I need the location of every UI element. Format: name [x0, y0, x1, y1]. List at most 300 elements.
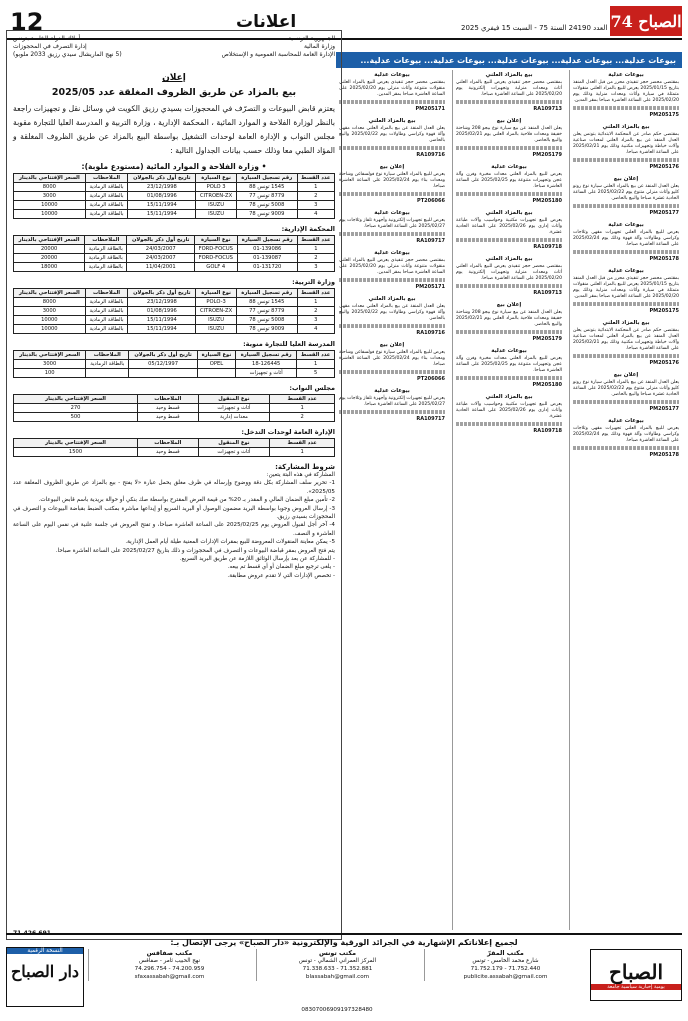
table-row — [14, 325, 335, 334]
table-cell: بالطاقة الرمادية — [85, 263, 127, 272]
table-cell: بالطاقة الرمادية — [85, 316, 128, 325]
table-cell: ISUZU — [196, 201, 236, 210]
column-header: الملاحظات — [85, 174, 128, 183]
office-name: مكتب صفاقس — [146, 949, 193, 957]
table-cell: 100 — [14, 369, 86, 378]
table-cell: FORD-FOCUS — [195, 254, 237, 263]
table-cell: قسط وحيد — [138, 413, 199, 422]
table-cell: 5 — [297, 369, 335, 378]
ad-text-filler — [339, 410, 445, 414]
column-header: الملاحظات — [138, 439, 199, 448]
table-cell: 500 — [14, 413, 138, 422]
table-cell: 8779 تونس 77 — [236, 307, 297, 316]
table-cell: OPEL — [197, 360, 235, 369]
table-cell: أثاث و تجهيزات — [198, 404, 270, 413]
ad-text-filler — [339, 324, 445, 328]
column-header: الملاحظات — [85, 236, 127, 245]
classified-ad — [573, 320, 679, 366]
office-phone: 74.296.754 - 74.200.959 — [134, 966, 205, 972]
table-cell: بالطاقة الرمادية — [85, 245, 127, 254]
office-phone: 71.338.633 - 71.352.881 — [302, 966, 373, 972]
table-row — [14, 307, 335, 316]
dept-intervention-units: الإدارة العامة لوحدات التدخل: — [241, 428, 335, 436]
table-row — [14, 245, 335, 254]
ad-reference: PM205171 — [415, 284, 445, 290]
condition-item: 5- يمكن معاينة المنقولات المعروضة للبيع بمقرات الإدارات المعنية طيلة أيام العمل الإدارية. — [125, 539, 335, 546]
table-cell: بالطاقة الرمادية — [85, 254, 127, 263]
table-cell: بالطاقة الرمادية — [85, 298, 128, 307]
office-name: مكتب تونس — [318, 949, 357, 957]
table-cell: 1 — [297, 360, 335, 369]
table-cell: 01/08/1996 — [128, 307, 196, 316]
table-row — [14, 192, 335, 201]
dept-education: وزارة التربية: — [292, 278, 335, 286]
column-header: نوع المنقول — [198, 395, 270, 404]
table-header-row — [14, 236, 335, 245]
table-row — [14, 254, 335, 263]
ad-text-filler — [339, 232, 445, 236]
table-cell: 15/11/1994 — [128, 201, 196, 210]
issue-info: العدد 24190 السنة 75 - السبت 15 فيفري 2025 — [461, 24, 608, 32]
ad-reference: PT206066 — [417, 376, 445, 382]
ad-reference: PM205175 — [649, 308, 679, 314]
classified-ad — [339, 388, 445, 422]
column-header: نوع السيارة — [196, 174, 236, 183]
conditions-title: شروط المشاركة: — [275, 463, 335, 471]
table-cell: 20000 — [14, 245, 85, 254]
table-header-row — [14, 351, 335, 360]
announcement-ref: 71.426.691 — [13, 930, 51, 937]
table-row — [14, 360, 335, 369]
table-cell: 24/03/2007 — [127, 245, 195, 254]
table-cell: 01-139086 — [237, 245, 297, 254]
note-item: - يلغى ترجيع مبلغ الضمان أو أي قسط تم بيعه. — [227, 564, 335, 571]
classified-ad — [339, 296, 445, 336]
judicial-sales-ribbon: بيوعات عدلية... بيوعات عدلية... بيوعات عدلية... بيوعات عدلية... بيوعات عدلية... — [336, 52, 682, 68]
table-header-row — [14, 439, 335, 448]
newspaper-logo: الصباح 74 — [610, 6, 682, 36]
classified-ad — [456, 210, 562, 250]
table-cell: 2 — [270, 413, 335, 422]
table-cell: CITROEN-ZX — [196, 192, 236, 201]
page-footer — [6, 933, 682, 1015]
column-header: عدد القسط — [297, 289, 334, 298]
ad-text-filler — [339, 146, 445, 150]
column-header: السعر الإفتتاحي بالدينار — [14, 174, 86, 183]
classified-ad — [573, 418, 679, 458]
ad-reference: PM205179 — [532, 152, 562, 158]
dept-admin-court: المحكمة الإدارية: — [281, 225, 335, 233]
ad-title: بيوعات عدلية — [491, 164, 527, 170]
column-header: السعر الإفتتاحي بالدينار — [14, 236, 85, 245]
lots-table-education — [13, 288, 335, 334]
section-title: اعلانات — [236, 12, 297, 32]
table-cell: FORD-FOCUS — [195, 245, 237, 254]
table-row — [14, 183, 335, 192]
table-row — [14, 298, 335, 307]
table-cell: أثاث و تجهيزات — [198, 448, 270, 457]
table-cell: 4 — [297, 325, 334, 334]
org-left-line: (5 نهج الماريشال سيدي رزيق 2033 ملوبو) — [13, 51, 122, 58]
table-cell — [129, 369, 198, 378]
ad-title: بيوعات عدلية — [491, 348, 527, 354]
ad-reference: PM205180 — [532, 198, 562, 204]
ad-reference: RA109718 — [533, 428, 562, 434]
table-cell: 15/11/1994 — [128, 325, 196, 334]
table-cell: 8000 — [14, 183, 86, 192]
ad-text-filler — [573, 302, 679, 306]
table-cell: 1 — [297, 298, 334, 307]
table-cell: 15/11/1994 — [128, 210, 196, 219]
ad-reference: PT206066 — [417, 198, 445, 204]
footer-logo-tagline: يومية إخبارية سياسية جامعة — [591, 984, 681, 990]
ad-title: بيع بالمزاد العلني — [602, 124, 650, 130]
table-cell: بالطاقة الرمادية — [85, 307, 128, 316]
ad-title: بيع بالمزاد العلني — [485, 210, 533, 216]
ad-text-filler — [456, 192, 562, 196]
ad-title: بيع بالمزاد العلني — [485, 72, 533, 78]
ad-title: إعلان بيع — [496, 118, 522, 124]
ad-text-filler — [573, 158, 679, 162]
ad-reference: RA109716 — [416, 330, 445, 336]
ad-title: بيع بالمزاد العلني — [368, 296, 416, 302]
announcement-label: إعلان — [162, 73, 186, 83]
table-row — [14, 404, 335, 413]
classified-ad — [573, 72, 679, 118]
org-left-line: أملاك الدولة الخاصة بتونس — [13, 35, 81, 42]
ad-text-filler — [339, 100, 445, 104]
ad-body: يعرض للبيع بالمزاد العلني معدات مخبزة وفرن وآلة عجن وتجهيزات متنوعة يوم 2025/02/25 على الساعة العاشرة صباحا. — [456, 356, 562, 373]
table-cell: 10000 — [14, 316, 86, 325]
auction-announcement — [6, 30, 342, 940]
note-item: - تخصص الإدارات التي لا تقدم عروض مطابقة. — [227, 572, 335, 579]
condition-item: 1- تحرير سلف المشاركة بكل دقة ووضوح وإرساله في ظرف مغلق يحمل عبارة «لا يفتح - بيع بالمزاد عن طريق الظروف المغلقة عدد 2025/05». — [13, 480, 335, 495]
table-cell: أثاث و تجهيزات — [235, 369, 296, 378]
lots-table-intervention — [13, 438, 335, 457]
ad-title: بيوعات عدلية — [608, 222, 644, 228]
ad-reference: PM205175 — [649, 112, 679, 118]
condition-item: المشاركة في هذه البتة يتعين: — [266, 472, 335, 478]
table-cell: بالطاقة الرمادية — [85, 201, 128, 210]
column-header: تاريخ أول ذكر بالجولان — [127, 236, 195, 245]
announcement-title: بيع بالمزاد عن طريق الظروف المغلقة عدد 2025/05 — [51, 87, 297, 98]
org-right-line: الجمهورية التونسية — [288, 35, 335, 42]
ad-reference: RA109716 — [416, 152, 445, 158]
ad-title: بيوعات عدلية — [608, 418, 644, 424]
table-cell: 23/12/1998 — [128, 298, 196, 307]
classified-column-1 — [569, 70, 682, 930]
dept-commerce-school: المدرسة العليا للتجارة منوبة: — [243, 340, 335, 348]
org-right-line: الإدارة العامة للمحاسبة العمومية و الإستخلاص — [221, 51, 335, 58]
ad-body: يعلن العدل المنفذ عن بيع بالمزاد العلني سيارة نوع رونو كليو وأثاث منزلي متنوع يوم 2025/02/22 على الساعة الحادية عشرة صباحا والبيع بالحاضر. — [573, 380, 680, 397]
ad-reference: PM205178 — [649, 256, 679, 262]
column-header: الملاحظات — [86, 351, 129, 360]
column-header: رقم تسجيل السيارة — [236, 289, 297, 298]
ad-title: إعلان بيع — [379, 164, 405, 170]
column-header: تاريخ أول ذكر بالجولان — [128, 289, 196, 298]
ad-text-filler — [339, 192, 445, 196]
table-cell: 2 — [297, 192, 334, 201]
office-list — [88, 949, 586, 981]
classified-ad — [456, 118, 562, 158]
org-right — [180, 35, 335, 59]
ad-text-filler — [339, 278, 445, 282]
ad-text-filler — [456, 422, 562, 426]
org-header — [13, 35, 335, 59]
column-header: تاريخ أول ذكر بالجولان — [128, 174, 196, 183]
column-header: رقم تسجيل السيارة — [236, 174, 297, 183]
table-header-row — [14, 289, 335, 298]
ad-title: إعلان بيع — [613, 176, 639, 182]
table-cell: 3000 — [14, 360, 86, 369]
footer-contact-line: 08307006909197328480 — [301, 1007, 373, 1013]
column-header: عدد القسط — [297, 236, 334, 245]
ad-body: بمقتضى محضر حجز تنفيذي يعرض للبيع بالمزاد العلني منقولات متنوعة وأثاث منزلي يوم 2025/02/20 على الساعة العاشرة صباحا بمقر المدين. — [339, 80, 445, 97]
office-address: نهج الحبيب ثامر - صفاقس — [138, 958, 201, 964]
office-address: المركز العمراني الشمالي - تونس — [298, 958, 377, 964]
ad-body: يعرض للبيع بالمزاد العلني سيارة نوع فولسفاغن وشاحنة ومعدات بناء يوم 2025/02/24 على الساعة العاشرة صباحا. — [339, 350, 445, 367]
condition-item: 3- إرسال العروض وجوبا بواسطة البريد مضمون الوصول أو البريد السريع أو إيداعها مباشرة بمكتب الضبط بقباضة البيوعات و التصرف في المحجوزات بسيدي رزيق. — [13, 505, 335, 521]
column-header: نوع السيارة — [195, 236, 237, 245]
ad-text-filler — [456, 146, 562, 150]
table-cell: POLO-3 — [196, 298, 236, 307]
classified-ad — [339, 342, 445, 382]
classifieds-columns — [336, 70, 682, 930]
ad-title: إعلان بيع — [379, 342, 405, 348]
ad-text-filler — [573, 400, 679, 404]
ad-body: يعلن العدل المنفذ عن بيع سيارة نوع بيجو 208 وشاحنة خفيفة ومعدات فلاحية بالمزاد العلني يوم 2025/02/21 والبيع بالحاضر. — [456, 126, 562, 143]
classified-ad — [573, 222, 679, 262]
ad-text-filler — [339, 370, 445, 374]
table-header-row — [14, 395, 335, 404]
condition-item: 2- تأمين مبلغ الضمان المالي و المقدر بـ 20% من قيمة العرض المقترح بواسطة صك بنكي أو حوالة بريدية باسم قابض البيوعات. — [38, 497, 335, 504]
table-cell: 8779 تونس 77 — [236, 192, 297, 201]
ad-reference: PM205177 — [649, 406, 679, 412]
ad-title: بيوعات عدلية — [608, 72, 644, 78]
classified-ad — [339, 72, 445, 112]
table-cell: قسط وحيد — [138, 448, 199, 457]
classified-ad — [456, 348, 562, 388]
classified-ad — [573, 124, 679, 170]
ad-text-filler — [573, 250, 679, 254]
table-cell — [86, 369, 129, 378]
table-cell: 1545 تونس 88 — [236, 183, 297, 192]
ad-title: بيوعات عدلية — [374, 388, 410, 394]
table-cell: 15/11/1994 — [128, 316, 196, 325]
ad-reference: RA109713 — [533, 106, 562, 112]
table-cell: ISUZU — [196, 325, 236, 334]
ad-body: يعرض للبيع بالمزاد العلني تجهيزات مقهى وثلاجات وكراسي وطاولات وآلة قهوة وذلك يوم 2025/02/24 على الساعة العاشرة صباحا. — [573, 230, 679, 247]
ad-reference: RA109717 — [416, 416, 445, 422]
table-cell: 3000 — [14, 307, 86, 316]
classified-ad — [573, 176, 679, 216]
dept-agriculture: • وزارة الفلاحة و الموارد المائية (مستودع ملوبة): — [81, 162, 267, 171]
ad-body: يعرض للبيع تجهيزات مكتبية وحواسيب وآلات طباعة وأثاث إداري يوم 2025/02/26 على الساعة الحادية عشرة. — [456, 402, 562, 419]
table-cell: 4 — [297, 210, 334, 219]
column-header: السعر الإفتتاحي بالدينار — [14, 439, 138, 448]
column-header: الملاحظات — [85, 289, 128, 298]
ad-reference: PM205178 — [649, 452, 679, 458]
table-cell: 1 — [270, 448, 335, 457]
org-right-line: وزارة المالية — [303, 43, 335, 50]
ad-body: يعرض للبيع بالمزاد العلني معدات مخبزة وفرن وآلة عجن وتجهيزات متنوعة يوم 2025/02/25 على الساعة العاشرة صباحا. — [456, 172, 562, 189]
table-cell: 3 — [297, 263, 334, 272]
table-cell: 2 — [297, 254, 334, 263]
ad-title: بيوعات عدلية — [374, 210, 410, 216]
lots-table-admin-court — [13, 235, 335, 272]
table-cell: 1545 تونس 88 — [236, 298, 297, 307]
ad-title: بيع بالمزاد العلني — [602, 320, 650, 326]
lots-table-parliament — [13, 394, 335, 422]
table-cell: 05/12/1997 — [129, 360, 198, 369]
table-cell: 5008 تونس 78 — [236, 316, 297, 325]
ad-title: بيوعات عدلية — [608, 268, 644, 274]
column-header: عدد القسط — [297, 174, 334, 183]
ad-title: بيع بالمزاد العلني — [485, 256, 533, 262]
classified-ad — [573, 268, 679, 314]
table-cell: 5008 تونس 78 — [236, 201, 297, 210]
ad-title: بيع بالمزاد العلني — [485, 394, 533, 400]
footer-logo-dar-assabah — [6, 947, 84, 1007]
table-cell: 3 — [297, 201, 334, 210]
column-header: عدد القسط — [270, 439, 335, 448]
table-cell: 1500 — [14, 448, 138, 457]
ad-reference: PM205177 — [649, 210, 679, 216]
ad-body: بمقتضى محضر حجز تنفيذي محرر من قبل العدل المنفذ بتاريخ 2025/01/15 يعرض للبيع بالمزاد العلني منقولات متمثلة في سيارة وأثاث ومعدات منزلية وذلك يوم 2025/02/20 على الساعة العاشرة صباحا بمقر المدين. — [573, 80, 679, 103]
table-cell: 270 — [14, 404, 138, 413]
column-header: نوع السيارة — [197, 351, 235, 360]
ad-text-filler — [573, 204, 679, 208]
ad-body: يعلن العدل المنفذ عن بيع سيارة نوع بيجو 208 وشاحنة خفيفة ومعدات فلاحية بالمزاد العلني يوم 2025/02/21 والبيع بالحاضر. — [456, 310, 562, 327]
table-cell: 24/03/2007 — [127, 254, 195, 263]
classified-ad — [339, 118, 445, 158]
lots-table-agriculture — [13, 173, 335, 219]
ad-body: يعرض للبيع تجهيزات إلكترونية وأجهزة تلفاز وثلاجات يوم 2025/02/27 على الساعة العاشرة صباحا. — [339, 218, 445, 229]
classified-ad — [456, 256, 562, 296]
table-cell: 20000 — [14, 254, 85, 263]
ad-reference: PM205176 — [649, 360, 679, 366]
office-address: شارع محمد الخامس - تونس — [472, 958, 539, 964]
ad-text-filler — [573, 354, 679, 358]
column-header: نوع السيارة — [196, 289, 236, 298]
office-email[interactable]: sfaxassabah@gmail.com — [134, 974, 205, 980]
conditions-list — [13, 471, 335, 555]
table-cell: بالطاقة الرمادية — [85, 325, 128, 334]
ad-title: بيوعات عدلية — [374, 250, 410, 256]
note-item: - للمشاركة عن بعد بإرسال الوثائق اللازمة عن طريق البريد السريع. — [179, 556, 335, 563]
table-cell: 10000 — [14, 325, 86, 334]
column-header: تاريخ أول ذكر بالجولان — [129, 351, 198, 360]
ad-text-filler — [456, 330, 562, 334]
table-header-row — [14, 174, 335, 183]
table-row — [14, 369, 335, 378]
condition-item: يتم فتح العروض بمقر قباضة البيوعات و التصرف في المحجوزات و ذلك بتاريخ 2025/02/27 على الساعة العاشرة صباحا. — [55, 547, 335, 554]
table-cell: GOLF 4 — [195, 263, 237, 272]
office-email[interactable]: blassabah@gmail.com — [305, 974, 370, 980]
classified-ad — [456, 302, 562, 342]
table-row — [14, 413, 335, 422]
table-cell: 18-126445 — [235, 360, 296, 369]
ad-title: إعلان بيع — [496, 302, 522, 308]
classified-ad — [573, 372, 679, 412]
ad-body: يعلن العدل المنفذ عن بيع بالمزاد العلني سيارة نوع رونو كليو وأثاث منزلي متنوع يوم 2025/02/22 على الساعة الحادية عشرة صباحا والبيع بالحاضر. — [573, 184, 680, 201]
table-cell: POLO 3 — [196, 183, 236, 192]
classified-ad — [339, 164, 445, 204]
ad-body: يعرض للبيع بالمزاد العلني سيارة نوع فولسفاغن وشاحنة ومعدات بناء يوم 2025/02/24 على الساعة العاشرة صباحا. — [339, 172, 445, 189]
office-contact — [88, 949, 250, 981]
ad-body: بمقتضى محضر حجز تنفيذي محرر من قبل العدل المنفذ بتاريخ 2025/01/15 يعرض للبيع بالمزاد العلني منقولات متمثلة في سيارة وأثاث ومعدات منزلية وذلك يوم 2025/02/20 على الساعة العاشرة صباحا بمقر المدين. — [573, 276, 679, 299]
classified-ad — [339, 210, 445, 244]
footer-logo-text: الصباح — [608, 960, 664, 984]
ad-body: يعرض للبيع تجهيزات مكتبية وحواسيب وآلات طباعة وأثاث إداري يوم 2025/02/26 على الساعة الحادية عشرة. — [456, 218, 562, 235]
table-cell: 1 — [297, 245, 334, 254]
table-cell: 3000 — [14, 192, 86, 201]
ad-title: بيوعات عدلية — [374, 72, 410, 78]
page-number: 12 — [10, 8, 44, 36]
condition-item: 4- آخر أجل لقبول العروض يوم 2025/02/25 على الساعة العاشرة صباحا، و تفتح العروض في جلسة علنية في نفس اليوم على الساعة العاشرة و النصف. — [13, 522, 335, 537]
table-cell: ISUZU — [196, 210, 236, 219]
ad-body: يعلن العدل المنفذ عن بيع بالمزاد العلني معدات مقهى وآلة قهوة وكراسي وطاولات يوم 2025/02/22 والبيع بالحاضر. — [339, 304, 445, 321]
classified-ad — [456, 394, 562, 434]
ad-body: يعرض للبيع تجهيزات إلكترونية وأجهزة تلفاز وثلاجات يوم 2025/02/27 على الساعة العاشرة صباحا. — [339, 396, 445, 407]
table-cell — [197, 369, 235, 378]
column-header: رقم تسجيل السيارة — [235, 351, 296, 360]
table-row — [14, 316, 335, 325]
column-header: السعر الإفتتاحي بالدينار — [14, 395, 138, 404]
office-email[interactable]: publicite.assabah@gmail.com — [463, 974, 548, 980]
column-header: عدد القسط — [270, 395, 335, 404]
table-cell: معدات إدارية — [198, 413, 270, 422]
ad-text-filler — [456, 284, 562, 288]
dept-parliament: مجلس النواب: — [289, 384, 335, 392]
table-cell: 23/12/1998 — [128, 183, 196, 192]
column-header: عدد القسط — [297, 351, 335, 360]
org-left — [13, 35, 168, 59]
table-cell: 01/08/1996 — [128, 192, 196, 201]
ad-body: بمقتضى محضر حجز تنفيذي يعرض للبيع بالمزاد العلني أثاث ومعدات منزلية وتجهيزات إلكترونية يوم 2025/02/20 على الساعة العاشرة صباحا. — [456, 80, 562, 97]
ad-title: بيع بالمزاد العلني — [368, 118, 416, 124]
table-cell: 1 — [297, 183, 334, 192]
classified-column-2 — [452, 70, 565, 930]
table-cell: 9009 تونس 78 — [236, 325, 297, 334]
ad-reference: PM205180 — [532, 382, 562, 388]
ad-text-filler — [573, 446, 679, 450]
table-cell: قسط وحيد — [138, 404, 199, 413]
table-cell: 10000 — [14, 201, 86, 210]
classified-ad — [339, 250, 445, 290]
column-header: السعر الإفتتاحي بالدينار — [14, 289, 86, 298]
classified-ad — [456, 164, 562, 204]
table-cell: 8000 — [14, 298, 86, 307]
table-cell: 3 — [297, 316, 334, 325]
table-row — [14, 210, 335, 219]
ad-title: إعلان بيع — [613, 372, 639, 378]
announcement-intro: يعتزم قابض البيوعات و التصرّف في المحجوزات بسيدي رزيق الكويت في وسائل نقل و تجهيزات راجعة بالنظر لوزارة الفلاحة و الموارد المائية ، المحكمة الإدارية ، وزارة التربية و المدرسة العليا للتجارة مقوبة مجلس النواب و الإدارة العامة لوحدات التشغيل بواسطة البيع بالمزاد عن طريق الظروف المغلقة و المؤاد الطبي معا وذلك حسب بيانات الجداول التالية : — [13, 104, 335, 155]
ad-body: يعرض للبيع بالمزاد العلني تجهيزات مقهى وثلاجات وكراسي وطاولات وآلة قهوة وذلك يوم 2025/02/24 على الساعة العاشرة صباحا. — [573, 426, 679, 443]
ad-text-filler — [456, 238, 562, 242]
table-cell: بالطاقة الرمادية — [85, 192, 128, 201]
ad-reference: PM205171 — [415, 106, 445, 112]
ad-text-filler — [573, 106, 679, 110]
table-cell: 01-131720 — [237, 263, 297, 272]
ad-reference: RA109718 — [533, 244, 562, 250]
office-phone: 71.752.179 - 71.752.440 — [470, 966, 541, 972]
ad-reference: RA109713 — [533, 290, 562, 296]
ad-body: بمقتضى محضر حجز تنفيذي يعرض للبيع بالمزاد العلني أثاث ومعدات منزلية وتجهيزات إلكترونية يوم 2025/02/20 على الساعة العاشرة صباحا. — [456, 264, 562, 281]
ad-text-filler — [456, 376, 562, 380]
footer-banner: لجميع إعلاناتكم الإشهارية في الجرائد الورقية والإلكترونية «دار الصباح» يرجى الإتصال بـ: — [170, 938, 518, 947]
table-cell: 18000 — [14, 263, 85, 272]
